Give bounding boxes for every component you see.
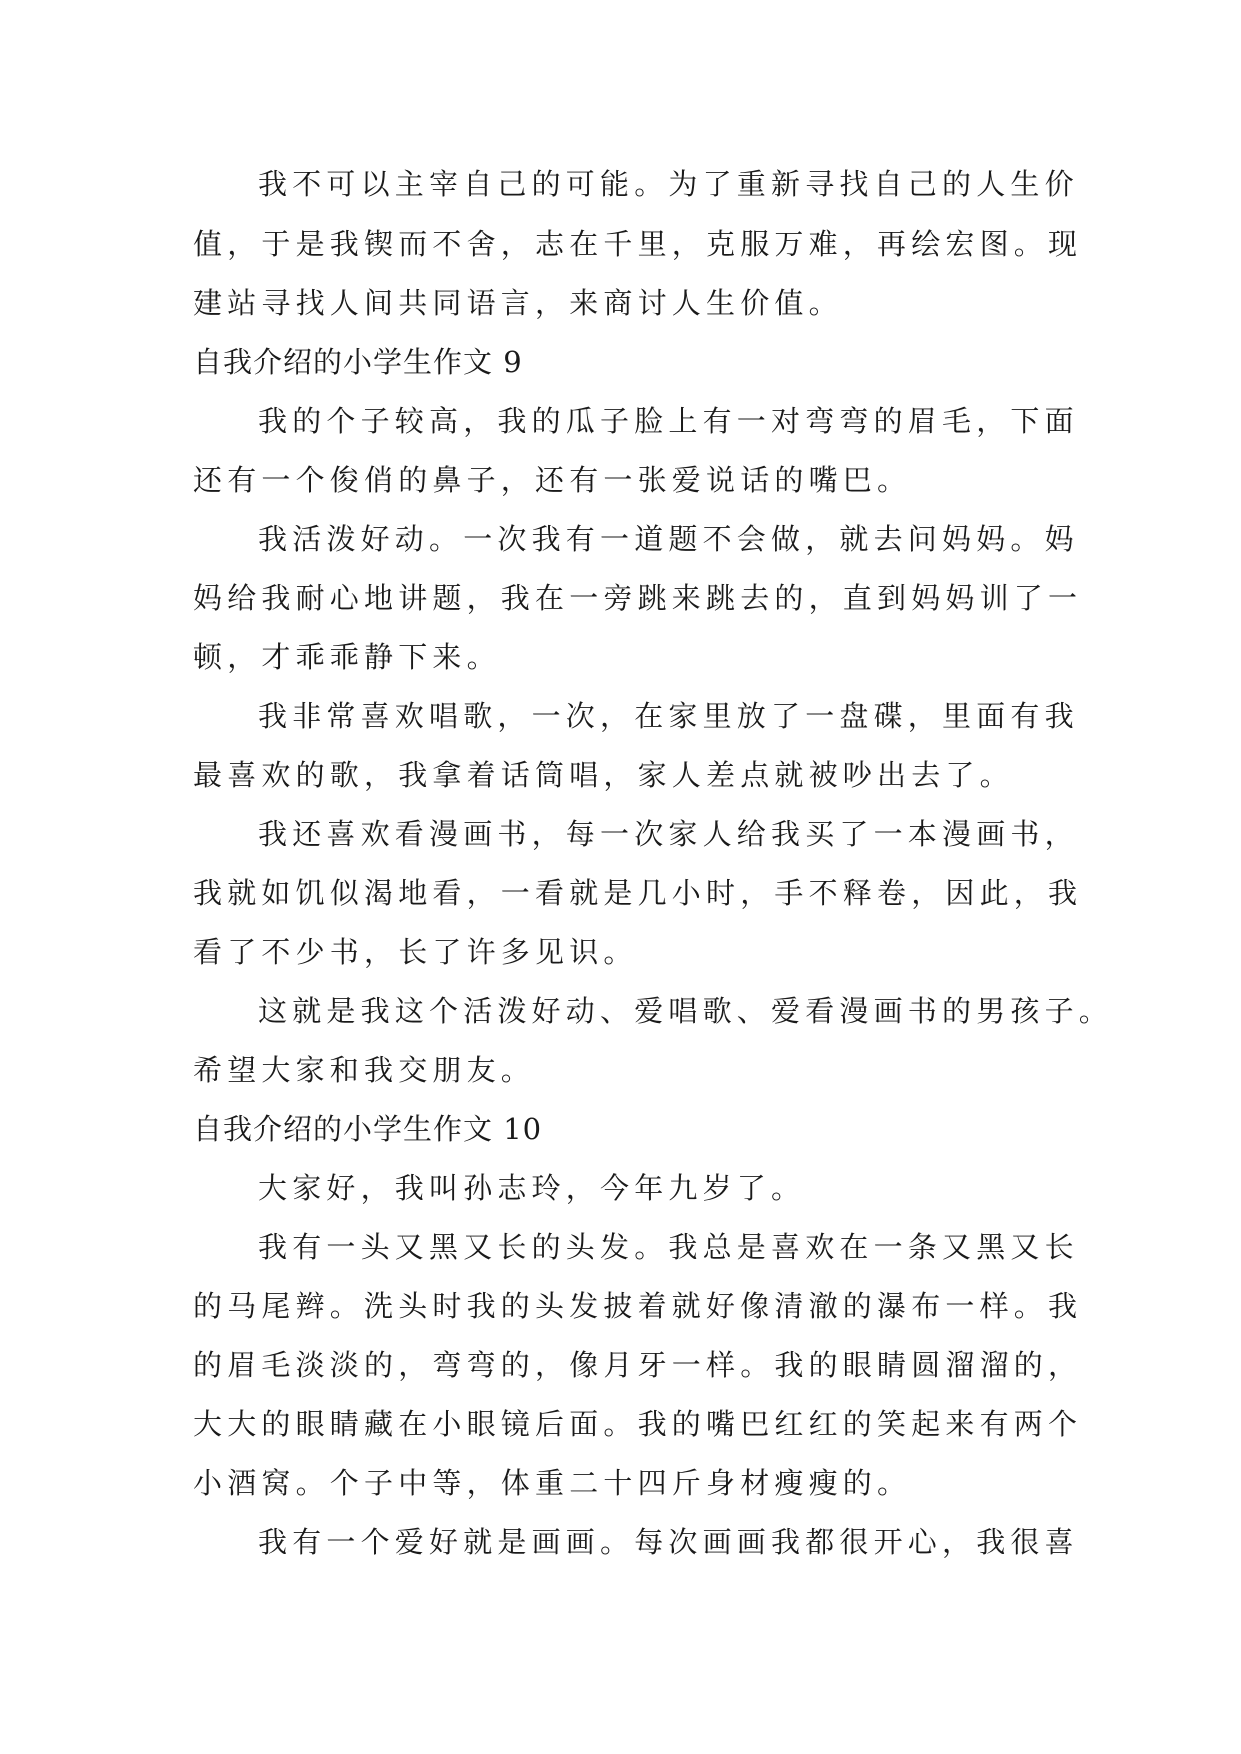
text-line: 我活泼好动。一次我有一道题不会做，就去问妈妈。妈 xyxy=(258,522,1079,556)
text-line: 最喜欢的歌，我拿着话筒唱，家人差点就被吵出去了。 xyxy=(193,758,1014,792)
text-line: 妈给我耐心地讲题，我在一旁跳来跳去的，直到妈妈训了一 xyxy=(193,581,1083,615)
text-line: 我还喜欢看漫画书，每一次家人给我买了一本漫画书， xyxy=(258,817,1079,851)
text-line: 还有一个俊俏的鼻子，还有一张爱说话的嘴巴。 xyxy=(193,463,912,497)
text-line: 的马尾辫。洗头时我的头发披着就好像清澈的瀑布一样。我 xyxy=(193,1289,1083,1323)
text-line: 大家好，我叫孙志玲，今年九岁了。 xyxy=(258,1171,806,1205)
text-line: 顿，才乖乖静下来。 xyxy=(193,640,501,674)
text-line: 建站寻找人间共同语言，来商讨人生价值。 xyxy=(193,286,843,320)
text-line: 我非常喜欢唱歌，一次，在家里放了一盘碟，里面有我 xyxy=(258,699,1079,733)
text-line: 我不可以主宰自己的可能。为了重新寻找自己的人生价 xyxy=(258,167,1079,201)
section-heading: 自我介绍的小学生作文 9 xyxy=(193,345,523,379)
text-line: 我有一个爱好就是画画。每次画画我都很开心，我很喜 xyxy=(258,1525,1079,1559)
text-line: 值，于是我锲而不舍，志在千里，克服万难，再绘宏图。现 xyxy=(193,227,1083,261)
section-heading: 自我介绍的小学生作文 10 xyxy=(193,1112,543,1146)
text-line: 希望大家和我交朋友。 xyxy=(193,1053,536,1087)
text-line: 我的个子较高，我的瓜子脸上有一对弯弯的眉毛，下面 xyxy=(258,404,1079,438)
text-line: 我有一头又黑又长的头发。我总是喜欢在一条又黑又长 xyxy=(258,1230,1079,1264)
text-line: 大大的眼睛藏在小眼镜后面。我的嘴巴红红的笑起来有两个 xyxy=(193,1407,1083,1441)
text-line: 小酒窝。个子中等，体重二十四斤身材瘦瘦的。 xyxy=(193,1466,912,1500)
text-line: 这就是我这个活泼好动、爱唱歌、爱看漫画书的男孩子。 xyxy=(258,994,1114,1028)
text-line: 看了不少书，长了许多见识。 xyxy=(193,935,638,969)
text-line: 的眉毛淡淡的，弯弯的，像月牙一样。我的眼睛圆溜溜的， xyxy=(193,1348,1083,1382)
text-line: 我就如饥似渴地看，一看就是几小时，手不释卷，因此，我 xyxy=(193,876,1083,910)
